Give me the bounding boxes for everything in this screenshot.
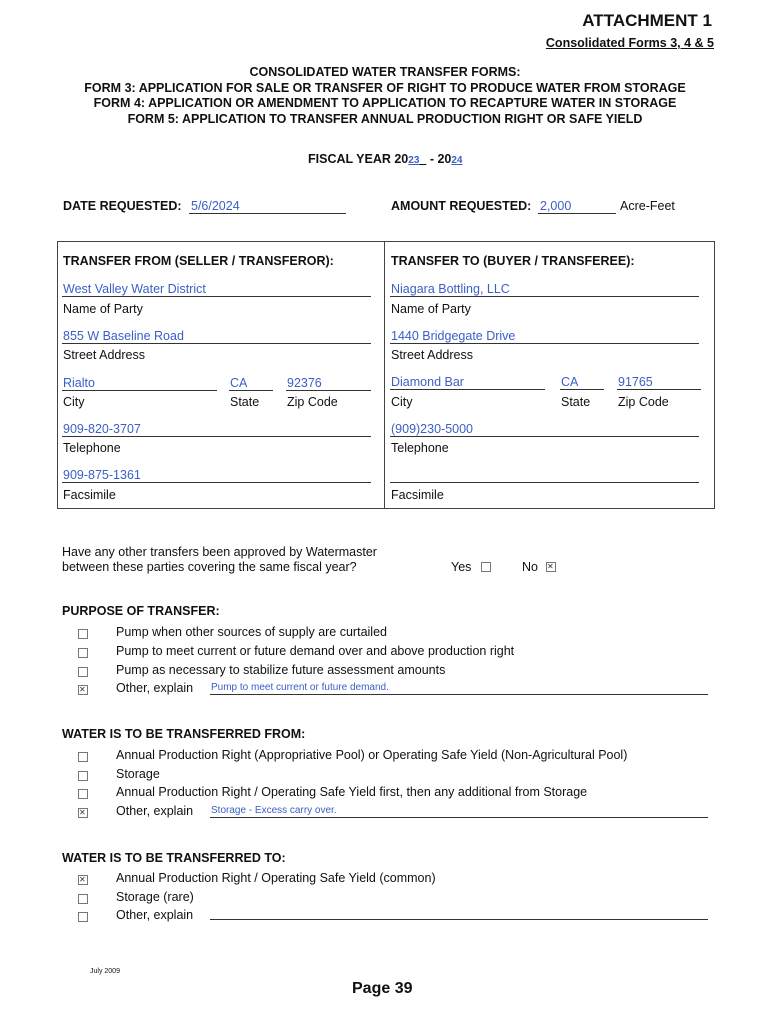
yes-label: Yes xyxy=(451,560,472,574)
fiscal-prefix: FISCAL YEAR 20 xyxy=(308,152,409,166)
to-dest-option-2: Other, explain xyxy=(116,908,194,922)
from-fax-label: Facsimile xyxy=(63,488,116,502)
purpose-option-0: Pump when other sources of supply are curtailed xyxy=(116,625,387,639)
consolidated-forms-label: Consolidated Forms 3, 4 & 5 xyxy=(545,36,714,50)
purpose-heading: PURPOSE OF TRANSFER: xyxy=(62,604,220,618)
from-street-field[interactable]: 855 W Baseline Road xyxy=(63,329,184,343)
to-state-label: State xyxy=(561,395,591,409)
page-number: Page 39 xyxy=(352,980,413,997)
from-source-explain-field[interactable]: Storage - Excess carry over. xyxy=(211,805,337,816)
to-state-field[interactable]: CA xyxy=(561,375,579,389)
title-line-1: CONSOLIDATED WATER TRANSFER FORMS: xyxy=(249,65,521,79)
to-telephone-label: Telephone xyxy=(391,441,449,455)
to-city-field[interactable]: Diamond Bar xyxy=(391,375,464,389)
to-zip-label: Zip Code xyxy=(618,395,669,409)
from-party-field[interactable]: West Valley Water District xyxy=(63,282,206,296)
title-line-4: FORM 5: APPLICATION TO TRANSFER ANNUAL PRODUCTION RIGHT OR SAFE YIELD xyxy=(127,111,643,126)
form-titles xyxy=(0,65,770,127)
from-city-label: City xyxy=(63,395,85,409)
transfer-from-heading: TRANSFER FROM (SELLER / TRANSFEROR): xyxy=(63,254,334,268)
from-zip-label: Zip Code xyxy=(287,395,338,409)
fiscal-year xyxy=(308,152,462,166)
from-telephone-field[interactable]: 909-820-3707 xyxy=(63,422,141,436)
purpose-explain-field[interactable]: Pump to meet current or future demand. xyxy=(211,682,389,693)
from-source-checkbox-3[interactable] xyxy=(78,808,88,818)
transfer-to-heading: TRANSFER TO (BUYER / TRANSFEREE): xyxy=(391,254,635,268)
from-telephone-label: Telephone xyxy=(63,441,121,455)
from-source-heading: WATER IS TO BE TRANSFERRED FROM: xyxy=(62,727,306,741)
amount-requested-field[interactable]: 2,000 xyxy=(540,199,572,213)
fiscal-end[interactable]: 24 xyxy=(451,155,463,166)
purpose-option-2: Pump as necessary to stabilize future assessment amounts xyxy=(116,663,446,677)
to-dest-heading: WATER IS TO BE TRANSFERRED TO: xyxy=(62,851,286,865)
from-source-checkbox-2[interactable] xyxy=(78,789,88,799)
footer-date: July 2009 xyxy=(90,968,120,975)
from-city-field[interactable]: Rialto xyxy=(63,376,95,390)
title-line-3: FORM 4: APPLICATION OR AMENDMENT TO APPLICATION TO RECAPTURE WATER IN STORAGE xyxy=(93,96,677,110)
purpose-option-1: Pump to meet current or future demand over and above production right xyxy=(116,644,515,658)
no-label: No xyxy=(522,560,538,574)
from-street-label: Street Address xyxy=(63,348,145,362)
from-source-option-1: Storage xyxy=(116,767,160,781)
purpose-checkbox-1[interactable] xyxy=(78,648,88,658)
other-transfers-question-line1: Have any other transfers been approved by Watermaster xyxy=(62,545,377,559)
from-state-field[interactable]: CA xyxy=(230,376,248,390)
to-party-field[interactable]: Niagara Bottling, LLC xyxy=(391,282,510,296)
to-street-label: Street Address xyxy=(391,348,473,362)
to-party-label: Name of Party xyxy=(391,302,471,316)
from-source-option-2: Annual Production Right / Operating Safe Yield first, then any additional from Storage xyxy=(116,785,588,799)
acre-feet-unit: Acre-Feet xyxy=(620,199,675,213)
title-line-2: FORM 3: APPLICATION FOR SALE OR TRANSFER OF RIGHT TO PRODUCE WATER FROM STORAGE xyxy=(84,80,686,95)
from-source-checkbox-1[interactable] xyxy=(78,771,88,781)
from-source-checkbox-0[interactable] xyxy=(78,752,88,762)
purpose-checkbox-0[interactable] xyxy=(78,629,88,639)
no-checkbox[interactable] xyxy=(546,562,556,572)
from-state-label: State xyxy=(230,395,260,409)
purpose-checkbox-2[interactable] xyxy=(78,667,88,677)
fiscal-mid: - 20 xyxy=(426,152,452,166)
to-zip-field[interactable]: 91765 xyxy=(618,375,653,389)
to-dest-option-1: Storage (rare) xyxy=(116,890,194,904)
date-requested-label: DATE REQUESTED: xyxy=(63,199,182,213)
from-zip-field[interactable]: 92376 xyxy=(287,376,322,390)
to-dest-checkbox-0[interactable] xyxy=(78,875,88,885)
amount-requested-label: AMOUNT REQUESTED: xyxy=(391,199,532,213)
to-street-field[interactable]: 1440 Bridgegate Drive xyxy=(391,329,516,343)
attachment-title: ATTACHMENT 1 xyxy=(582,11,712,30)
to-dest-option-0: Annual Production Right / Operating Safe Yield (common) xyxy=(116,871,436,885)
to-dest-checkbox-2[interactable] xyxy=(78,912,88,922)
from-source-option-3: Other, explain xyxy=(116,804,194,818)
purpose-option-3: Other, explain xyxy=(116,681,194,695)
from-party-label: Name of Party xyxy=(63,302,143,316)
other-transfers-question-line2: between these parties covering the same fiscal year? xyxy=(62,560,357,574)
yes-checkbox[interactable] xyxy=(481,562,491,572)
fiscal-start[interactable]: 23 xyxy=(408,155,420,166)
from-fax-field[interactable]: 909-875-1361 xyxy=(63,468,141,482)
purpose-checkbox-3[interactable] xyxy=(78,685,88,695)
date-requested-field[interactable]: 5/6/2024 xyxy=(191,199,240,213)
to-city-label: City xyxy=(391,395,413,409)
from-source-option-0: Annual Production Right (Appropriative Pool) or Operating Safe Yield (Non-Agricultural Pool) xyxy=(116,748,628,762)
to-dest-checkbox-1[interactable] xyxy=(78,894,88,904)
to-fax-label: Facsimile xyxy=(391,488,444,502)
to-telephone-field[interactable]: (909)230-5000 xyxy=(391,422,474,436)
